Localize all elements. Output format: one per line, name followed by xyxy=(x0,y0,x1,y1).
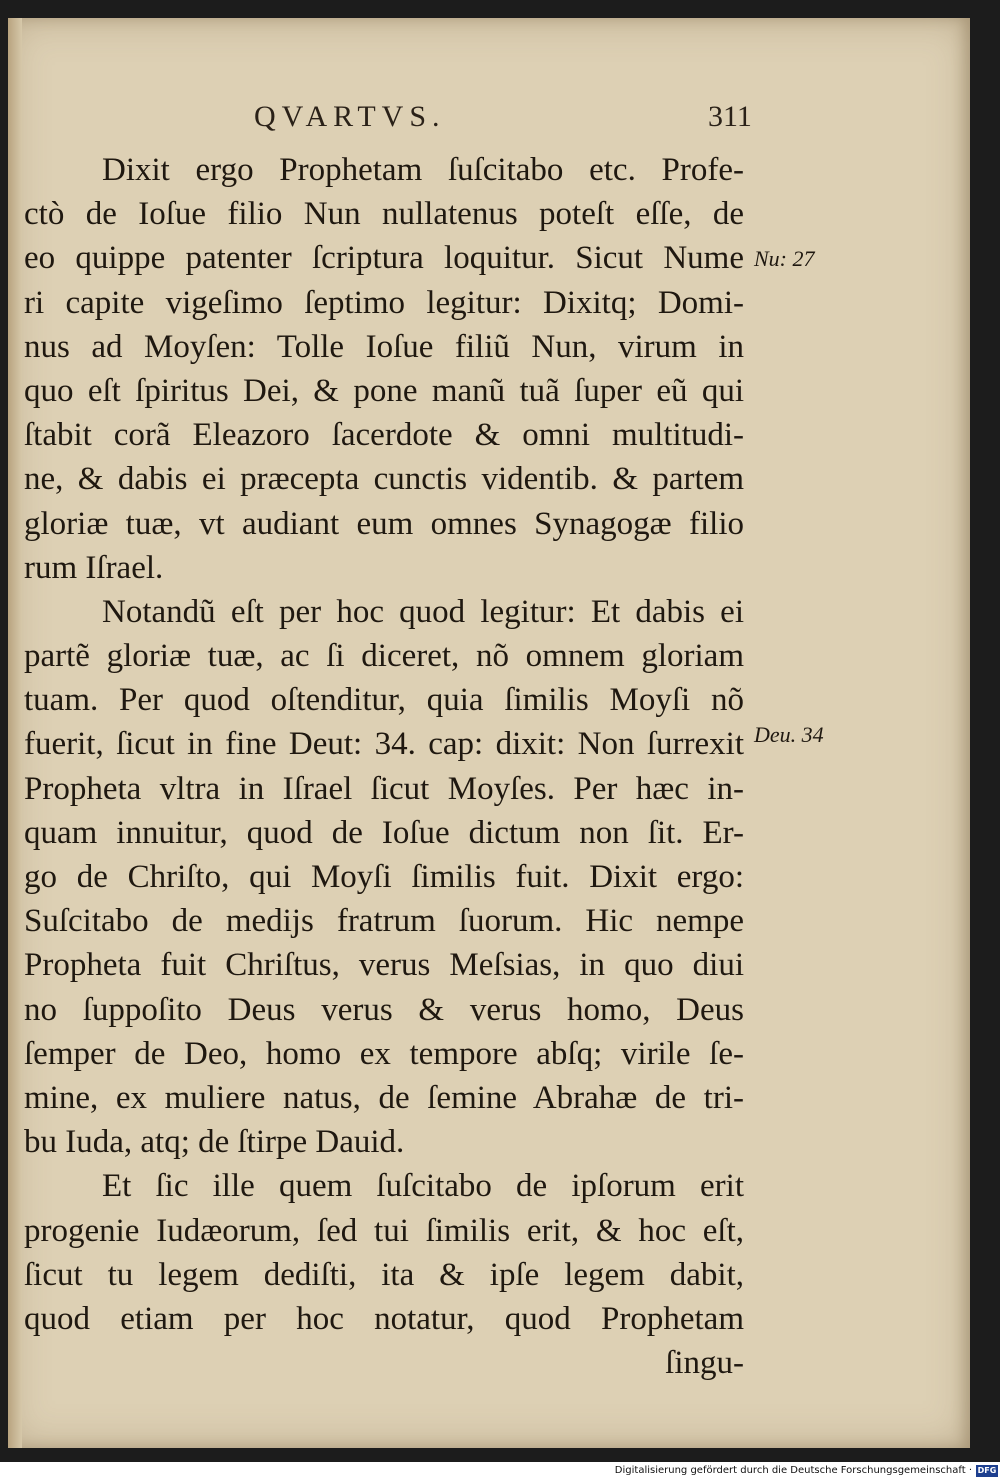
text-line-17: go de Chriſto, qui Moyſi ſimilis fuit. Dixit ergo: xyxy=(24,859,744,895)
text-line-26: ſicut tu legem dediſti, ita & ipſe legem dabit, xyxy=(24,1256,744,1293)
text-line-1: Dixit ergo Prophetam ſuſcitabo etc. Profe- xyxy=(102,152,744,188)
book-page xyxy=(8,18,970,1448)
text-line-5: nus ad Moyſen: Tolle Ioſue filiũ Nun, virum in xyxy=(24,328,744,365)
footer-credit: Digitalisierung gefördert durch die Deutsche Forschungsgemeinschaft · xyxy=(614,1465,972,1476)
catchword: ſingu- xyxy=(665,1345,744,1382)
dfg-logo-icon: DFG xyxy=(977,1466,997,1475)
text-line-25: progenie Iudæorum, ſed tui ſimilis erit, & hoc eſt, xyxy=(24,1212,744,1249)
text-line-14: fuerit, ſicut in fine Deut: 34. cap: dixit: Non ſurrexit xyxy=(24,726,744,763)
text-line-20: no ſuppoſito Deus verus & verus homo, Deus xyxy=(24,991,744,1028)
text-line-8: ne, & dabis ei præcepta cunctis videntib. & partem xyxy=(24,461,744,498)
marginal-note-deuteronomy: Deu. 34 xyxy=(754,722,824,747)
text-line-3: eo quippe patenter ſcriptura loquitur. Sicut Nume xyxy=(24,240,744,277)
text-line-27: quod etiam per hoc notatur, quod Prophetam xyxy=(24,1300,744,1337)
running-head xyxy=(8,100,970,140)
text-line-15: Propheta vltra in Iſrael ſicut Moyſes. Per hæc in- xyxy=(24,770,744,807)
page-gutter xyxy=(8,18,22,1448)
text-line-11: Notandũ eſt per hoc quod legitur: Et dabis ei xyxy=(102,593,744,630)
text-line-2: ctò de Ioſue filio Nun nullatenus poteſt eſſe, de xyxy=(24,196,744,233)
text-line-24: Et ſic ille quem ſuſcitabo de ipſorum erit xyxy=(102,1168,744,1205)
text-line-12: partẽ gloriæ tuæ, ac ſi diceret, nõ omnem gloriam xyxy=(24,638,744,675)
text-line-7: ſtabit corã Eleazoro ſacerdote & omni multitudi- xyxy=(24,417,744,454)
folio-number: 311 xyxy=(708,100,752,133)
text-line-10: rum Iſrael. xyxy=(24,549,164,586)
text-line-13: tuam. Per quod oſtenditur, quia ſimilis Moyſi nõ xyxy=(24,682,744,719)
text-line-21: ſemper de Deo, homo ex tempore abſq; virile ſe- xyxy=(24,1035,744,1072)
text-line-6: quo eſt ſpiritus Dei, & pone manũ tuã ſuper eũ qui xyxy=(24,372,744,409)
marginal-note-numeri: Nu: 27 xyxy=(754,246,815,271)
text-line-19: Propheta fuit Chriſtus, verus Meſsias, in quo diui xyxy=(24,947,744,984)
text-line-4: ri capite vigeſimo ſeptimo legitur: Dixitq; Domi- xyxy=(24,284,744,321)
running-title: QVARTVS. xyxy=(254,100,446,133)
digitization-footer xyxy=(0,1462,1000,1482)
text-line-23: bu Iuda, atq; de ſtirpe Dauid. xyxy=(24,1124,405,1161)
text-line-9: gloriæ tuæ, vt audiant eum omnes Synagogæ filio xyxy=(24,505,744,542)
body-text xyxy=(24,148,744,1385)
text-line-16: quam innuitur, quod de Ioſue dictum non ſit. Er- xyxy=(24,814,744,851)
text-line-22: mine, ex muliere natus, de ſemine Abrahæ de tri- xyxy=(24,1079,744,1116)
text-line-18: Suſcitabo de medijs fratrum ſuorum. Hic nempe xyxy=(24,903,744,940)
